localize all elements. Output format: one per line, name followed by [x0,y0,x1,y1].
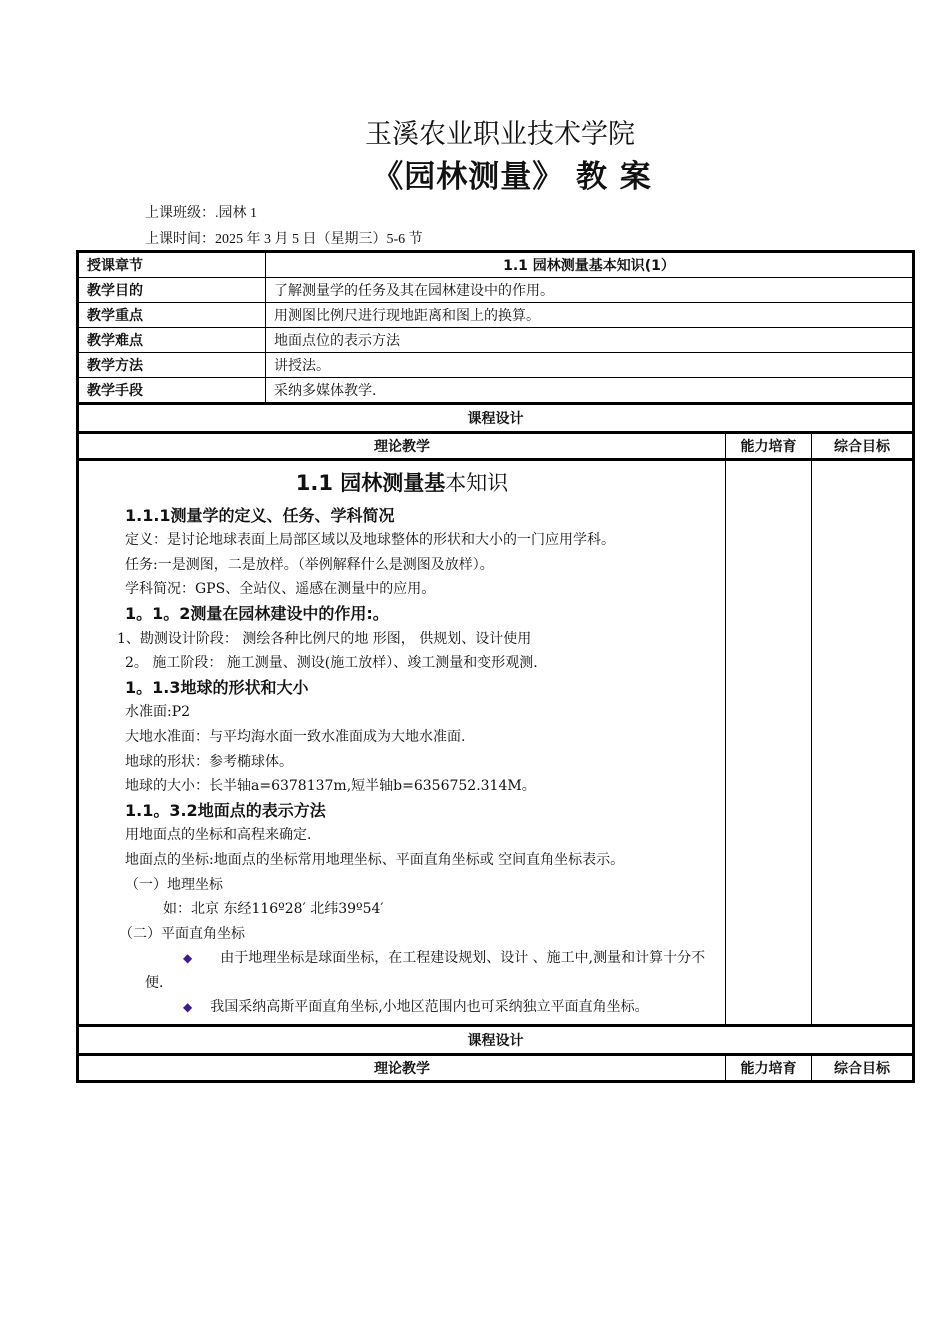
paragraph: （二）平面直角坐标 [119,925,245,942]
section-row [78,404,914,433]
info-row [78,328,914,353]
column-header-row [78,1055,914,1082]
lesson-plan-table [76,250,915,1083]
info-value: 了解测量学的任务及其在园林建设中的作用。 [266,278,914,303]
lesson-heading-rest: 本知识 [445,471,509,495]
column-header-row [78,433,914,460]
info-row [78,252,914,278]
paragraph: 水准面:P2 [125,704,191,721]
info-row [78,303,914,328]
paragraph: 用地面点的坐标和高程来确定. [125,827,312,844]
diamond-bullet-icon: ◆ [183,951,193,966]
content-row [78,460,914,1026]
bullet-item [87,995,717,1020]
paragraph: 如：北京 东经116º28′ 北纬39º54′ [163,901,384,918]
info-label: 教学手段 [78,378,266,404]
lesson-heading-bold: 1.1 园林测量基 [295,471,446,495]
info-label: 授课章节 [78,252,266,278]
section-title: 课程设计 [78,404,914,433]
lesson-heading [87,471,717,496]
theory-content [78,460,726,1026]
info-label: 教学重点 [78,303,266,328]
paragraph: 2。 施工阶段： 施工测量、测设(施工放样）、竣工测量和变形观测. [125,655,538,672]
goal-content [812,460,914,1026]
time-line: 上课时间：2025 年 3 月 5 日（星期三）5-6 节 [145,232,423,247]
paragraph: 任务:一是测图，二是放样。（举例解释什么是测图及放样）。 [125,556,494,573]
section-heading: 1。1.3地球的形状和大小 [125,677,309,697]
col-goal-header: 综合目标 [812,433,914,460]
section-heading: 1。1。2测量在园林建设中的作用:。 [125,603,389,623]
info-row [78,278,914,303]
chapter-value: 1.1 园林测量基本知识(1） [266,252,914,278]
info-value: 讲授法。 [266,353,914,378]
paragraph: 学科简况：GPS、全站仪、遥感在测量中的应用。 [125,581,436,598]
class-line: 上课班级：.园林 1 [145,206,257,221]
col-goal-header: 综合目标 [812,1055,914,1082]
info-value: 用测图比例尺进行现地距离和图上的换算。 [266,303,914,328]
info-value: 采纳多媒体教学. [266,378,914,404]
col-theory-header: 理论教学 [78,1055,726,1082]
section-heading: 1.1。3.2地面点的表示方法 [125,800,326,820]
paragraph: 大地水准面：与平均海水面一致水准面成为大地水准面. [125,728,466,745]
school-name: 玉溪农业职业技术学院 [365,119,635,150]
course-title: 《园林测量》 教 案 [372,159,652,195]
section-heading: 1.1.1测量学的定义、任务、学科简况 [125,505,395,525]
paragraph: （一）地理坐标 [125,876,223,893]
paragraph: 地球的形状：参考椭球体。 [125,753,293,770]
section-title: 课程设计 [78,1026,914,1055]
info-label: 教学难点 [78,328,266,353]
info-value: 地面点位的表示方法 [266,328,914,353]
col-ability-header: 能力培育 [726,433,812,460]
bullet-text: 我国采纳高斯平面直角坐标,小地区范围内也可采纳独立平面直角坐标。 [210,999,649,1016]
info-row [78,353,914,378]
info-label: 教学目的 [78,278,266,303]
col-theory-header: 理论教学 [78,433,726,460]
paragraph: 地球的大小：长半轴a=6378137m,短半轴b=6356752.314M。 [125,778,536,795]
info-label: 教学方法 [78,353,266,378]
paragraph: 1、勘测设计阶段： 测绘各种比例尺的地 形图， 供规划、设计使用 [117,630,532,647]
section-row [78,1026,914,1055]
col-ability-header: 能力培育 [726,1055,812,1082]
info-row [78,378,914,404]
diamond-bullet-icon: ◆ [183,1000,193,1015]
bullet-text: 由于地理坐标是球面坐标，在工程建设规划、设计 、施工中,测量和计算十分不便. [145,950,706,991]
bullet-item [87,946,717,995]
paragraph: 地面点的坐标:地面点的坐标常用地理坐标、平面直角坐标或 空间直角坐标表示。 [125,851,625,868]
paragraph: 定义：是讨论地球表面上局部区域以及地球整体的形状和大小的一门应用学科。 [125,532,615,549]
ability-content [726,460,812,1026]
